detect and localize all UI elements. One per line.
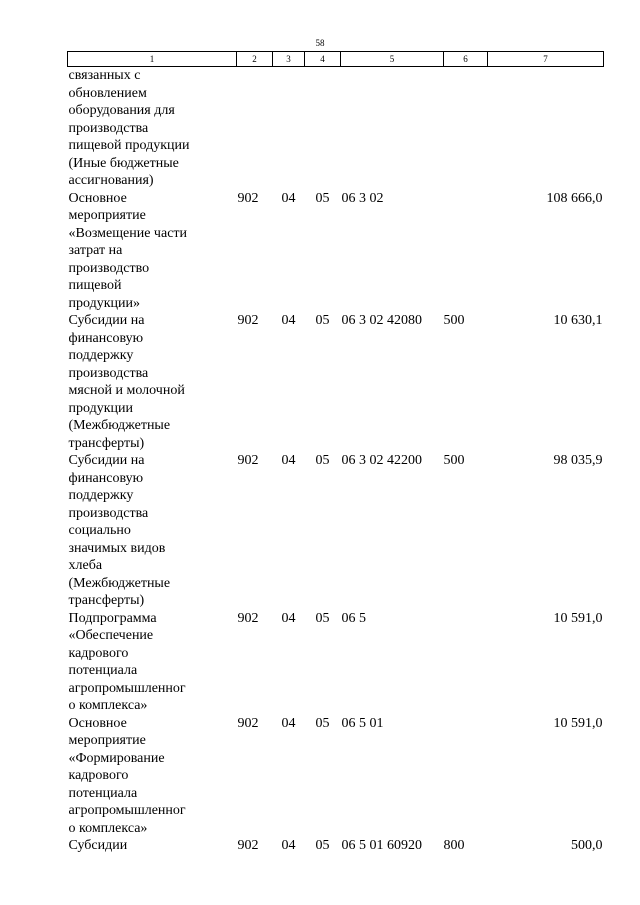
row-expense-type-code: 800	[443, 838, 465, 853]
budget-table	[67, 51, 604, 855]
row-subsection-code: 05	[315, 453, 330, 468]
row-target-article-code: 06 3 02 42200	[341, 453, 422, 468]
row-ved-code	[237, 67, 273, 190]
row-expense-type-code	[444, 67, 488, 190]
header-row	[68, 52, 604, 67]
header-col-7: 7	[488, 52, 604, 67]
row-ved-code: 902	[237, 838, 259, 853]
row-subsection-code: 05	[315, 610, 330, 626]
row-name: Основное мероприятие «Формирование кадрового потенциала агропромышленног о комплекса»	[68, 715, 186, 836]
row-expense-type-code	[444, 190, 488, 313]
row-sum: 98 035,9	[553, 453, 603, 468]
row-expense-type-code: 500	[443, 453, 465, 468]
row-section-code: 04	[281, 453, 296, 468]
row-target-article-code: 06 3 02 42080	[341, 313, 422, 328]
row-target-article-code: 06 3 02	[341, 190, 384, 206]
row-subsection-code: 05	[315, 715, 330, 731]
row-section-code: 04	[281, 190, 296, 206]
row-ved-code: 902	[237, 190, 259, 206]
row-section-code: 04	[281, 715, 296, 731]
row-target-article-code: 06 5 01	[341, 715, 384, 731]
row-subsection-code: 05	[315, 190, 330, 206]
header-col-6: 6	[444, 52, 488, 67]
table-row	[68, 715, 604, 838]
row-section-code: 04	[281, 313, 296, 328]
header-col-4: 4	[305, 52, 341, 67]
row-section-code: 04	[281, 838, 296, 853]
header-col-2: 2	[237, 52, 273, 67]
row-ved-code: 902	[237, 715, 259, 731]
row-sum: 10 591,0	[553, 715, 603, 731]
table-row	[68, 312, 604, 452]
row-section-code	[273, 67, 305, 190]
table-header	[68, 52, 604, 67]
row-sum: 108 666,0	[546, 190, 603, 206]
row-ved-code: 902	[237, 313, 259, 328]
row-expense-type-code: 500	[443, 313, 465, 328]
row-name: Подпрограмма «Обеспечение кадрового потенциала агропромышленног о комплекса»	[68, 610, 186, 713]
row-sum	[488, 67, 604, 190]
table-row	[68, 190, 604, 313]
row-sum: 10 630,1	[553, 313, 603, 328]
table-row	[68, 610, 604, 715]
row-name: Субсидии на финансовую поддержку производства мясной и молочной продукции (Межбюджетные трансферты)	[68, 313, 185, 451]
row-target-article-code: 06 5	[341, 610, 366, 626]
row-sum: 500,0	[571, 838, 603, 853]
table-row	[68, 452, 604, 610]
page-number: 58	[315, 38, 325, 48]
header-col-5: 5	[341, 52, 444, 67]
row-name: Основное мероприятие «Возмещение части затрат на производство пищевой продукции»	[68, 190, 188, 311]
table-row	[68, 837, 604, 855]
row-target-article-code: 06 5 01 60920	[341, 838, 422, 853]
row-expense-type-code	[444, 715, 488, 838]
row-ved-code: 902	[237, 610, 259, 626]
row-subsection-code	[305, 67, 341, 190]
row-name: связанных с обновлением оборудования для производства пищевой продукции (Иные бюджетные ассигнования)	[68, 68, 190, 188]
row-sum: 10 591,0	[553, 610, 603, 626]
row-name: Субсидии на финансовую поддержку производства социально значимых видов хлеба (Межбюджетные трансферты)	[68, 453, 171, 608]
row-subsection-code: 05	[315, 313, 330, 328]
header-col-3: 3	[273, 52, 305, 67]
table-body	[68, 67, 604, 855]
row-target-article-code	[341, 67, 444, 190]
row-expense-type-code	[444, 610, 488, 715]
header-col-1: 1	[68, 52, 237, 67]
row-name: Субсидии	[68, 838, 128, 853]
row-ved-code: 902	[237, 453, 259, 468]
table-row	[68, 67, 604, 190]
row-section-code: 04	[281, 610, 296, 626]
row-subsection-code: 05	[315, 838, 330, 853]
